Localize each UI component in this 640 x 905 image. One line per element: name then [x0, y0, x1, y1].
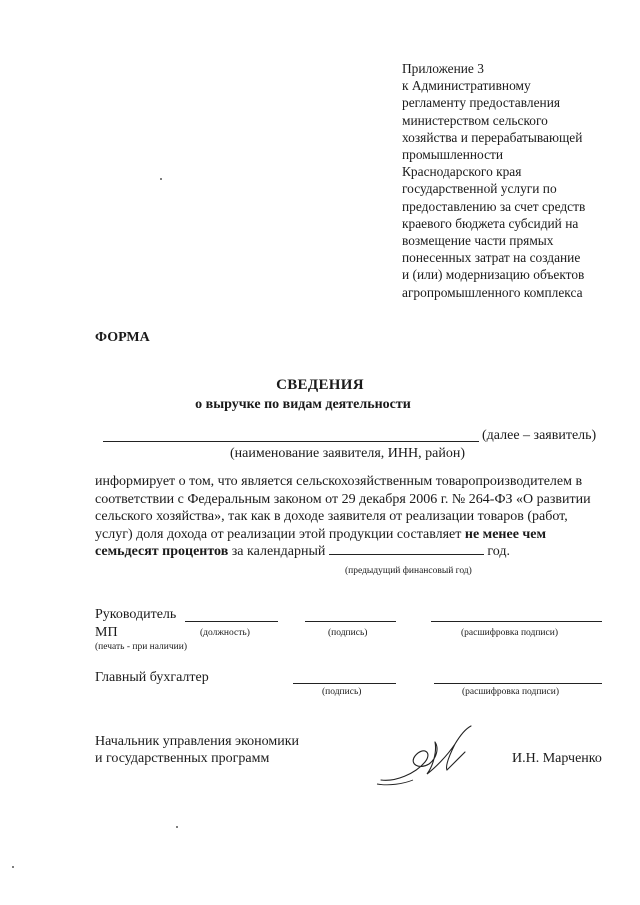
body-bold: семьдесят процентов [95, 544, 229, 559]
body-bold: не менее чем [464, 526, 547, 542]
document-subtitle: о выручке по видам деятельности [195, 397, 411, 412]
annex-block [402, 60, 617, 301]
annex-line: промышленности [402, 147, 504, 163]
body-line [95, 543, 611, 561]
annex-line: агропромышленного комплекса [402, 284, 583, 300]
annex-line: предоставлению за счет средств [402, 198, 586, 214]
accountant-signature-line[interactable] [293, 683, 396, 684]
footer-position-line1: Начальник управления экономики [95, 734, 300, 749]
decoding-caption: (расшифровка подписи) [461, 628, 558, 638]
position-caption: (должность) [200, 628, 250, 638]
annex-line: государственной услуги по [402, 181, 557, 197]
head-label: Руководитель [95, 607, 177, 622]
applicant-caption: (наименование заявителя, ИНН, район) [230, 446, 465, 461]
applicant-suffix: (далее – заявитель) [482, 428, 597, 443]
head-decoding-line[interactable] [431, 621, 602, 622]
body-text: за календарный [228, 544, 329, 559]
body-line [95, 526, 611, 544]
document-title: СВЕДЕНИЯ [276, 377, 364, 393]
mp-label: МП [95, 625, 118, 640]
signature-caption: (подпись) [328, 628, 368, 638]
body-line: сельского хозяйства», так как в доходе заявителя от реализации товаров (работ, [95, 509, 568, 524]
applicant-name-line[interactable] [103, 441, 479, 442]
footer-position-line2: и государственных программ [95, 751, 270, 766]
period-caption: (предыдущий финансовый год) [345, 566, 472, 576]
accountant-decoding-caption: (расшифровка подписи) [462, 687, 559, 697]
body-line: информирует о том, что является сельскохозяйственным товаропроизводителем в [95, 474, 583, 489]
annex-line: к Административному [402, 78, 531, 94]
stamp-caption: (печать - при наличии) [95, 642, 187, 652]
accountant-signature-caption: (подпись) [322, 687, 362, 697]
body-line: соответствии с Федеральным законом от 29 декабря 2006 г. № 264-ФЗ «О развитии [95, 491, 591, 507]
accountant-label: Главный бухгалтер [95, 670, 209, 685]
head-signature-line[interactable] [305, 621, 396, 622]
handwritten-signature [375, 722, 485, 792]
annex-line: Краснодарского края [402, 164, 522, 180]
head-position-line[interactable] [185, 621, 278, 622]
form-label: ФОРМА [95, 330, 150, 345]
annex-line: министерством сельского [402, 112, 548, 128]
body-text: услуг) доля дохода от реализации этой продукции составляет [95, 526, 465, 542]
footer-name: И.Н. Марченко [512, 751, 602, 766]
scan-speck [176, 826, 178, 828]
body-text: год. [483, 544, 510, 559]
scan-speck [160, 178, 162, 180]
annex-line: понесенных затрат на создание [402, 250, 581, 266]
period-field[interactable] [329, 543, 484, 555]
annex-line: и (или) модернизацию объектов [402, 267, 585, 283]
accountant-decoding-line[interactable] [434, 683, 602, 684]
scan-speck [12, 866, 14, 868]
annex-line: регламенту предоставления [402, 95, 561, 111]
body-paragraph [95, 473, 611, 561]
annex-line: возмещение части прямых [402, 233, 554, 249]
annex-line: Приложение 3 [402, 61, 484, 76]
annex-line: хозяйства и перерабатывающей [402, 129, 583, 145]
annex-line: краевого бюджета субсидий на [402, 215, 579, 231]
